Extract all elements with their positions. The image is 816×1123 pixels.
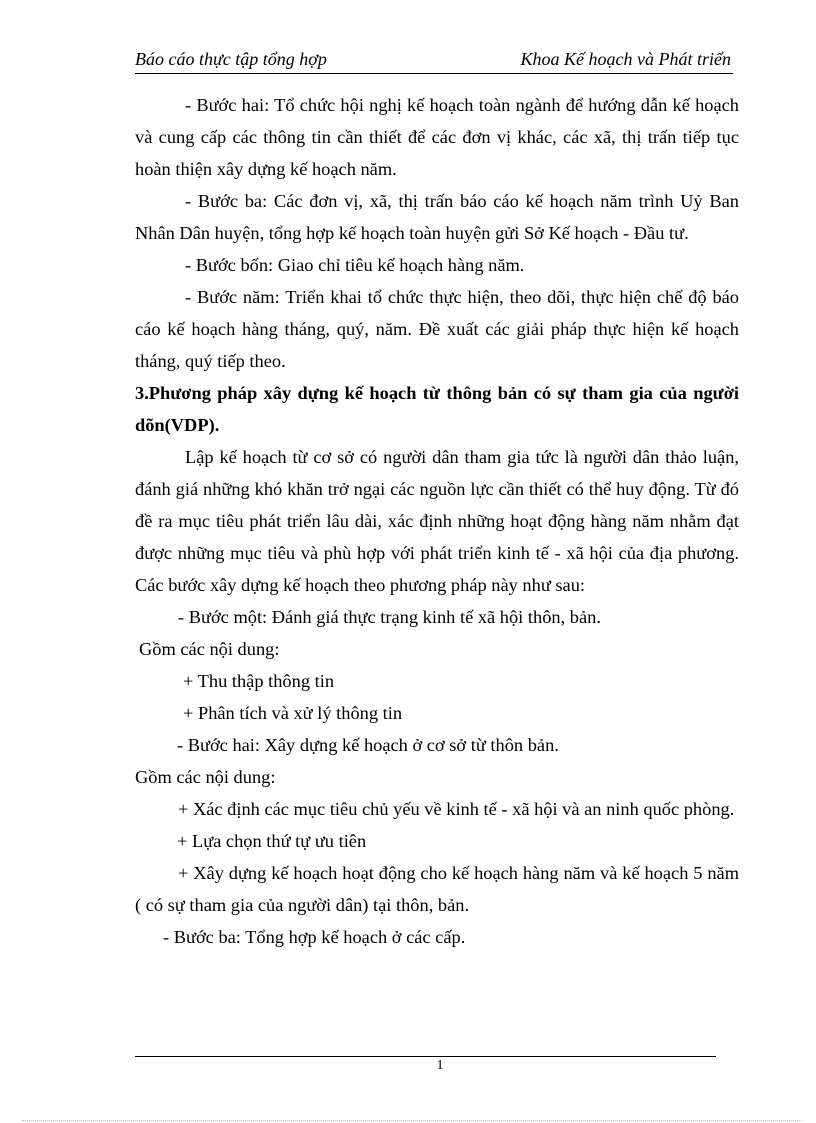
section-heading: 3.Phương pháp xây dựng kế hoạch từ thông bản có sự tham gia của người dõn(VDP).	[135, 383, 739, 435]
header-report-title: Báo cáo thực tập tổng hợp	[135, 49, 327, 69]
list-item-analyze: + Phân tích và xử lý thông tin	[183, 703, 403, 723]
page-bottom-border	[22, 1120, 802, 1121]
list-item-collect: + Thu thập thông tin	[183, 671, 335, 691]
paragraph-step-three: - Bước ba: Các đơn vị, xã, thị trấn báo cáo kế hoạch năm trình Uỷ Ban Nhân Dân huyện, tổng hợp kế hoạch toàn huyện gửi Sở Kế hoạch - Đầu tư.	[135, 191, 739, 243]
list-step-two: - Bước hai: Xây dựng kế hoạch ở cơ sở từ thôn bản.	[177, 735, 559, 755]
page-header	[135, 47, 733, 74]
header-faculty: Khoa Kế hoạch và Phát triển	[520, 49, 731, 69]
contents-label-two: Gồm các nội dung:	[135, 767, 276, 787]
list-step-three: - Bước ba: Tổng hợp kế hoạch ở các cấp.	[163, 927, 466, 947]
list-item-activity-plan: + Xây dựng kế hoạch hoạt động cho kế hoạch hàng năm và kế hoạch 5 năm ( có sự tham gia của người dân) tại thôn, bản.	[135, 863, 739, 915]
paragraph-step-five: - Bước năm: Triển khai tổ chức thực hiện, theo dõi, thực hiện chế độ báo cáo kế hoạch hàng tháng, quý, năm. Đề xuất các giải pháp thực hiện kế hoạch tháng, quý tiếp theo.	[135, 287, 739, 371]
document-body	[135, 89, 739, 953]
paragraph-step-two: - Bước hai: Tổ chức hội nghị kế hoạch toàn ngành để hướng dẫn kế hoạch và cung cấp các thông tin cần thiết để các đơn vị khác, các xã, thị trấn tiếp tục hoàn thiện xây dựng kế hoạch năm.	[135, 95, 739, 179]
paragraph-step-four: - Bước bốn: Giao chỉ tiêu kế hoạch hàng năm.	[185, 255, 525, 275]
page-number: 1	[436, 1058, 444, 1073]
list-step-one: - Bước một: Đánh giá thực trạng kinh tế xã hội thôn, bản.	[178, 607, 601, 627]
paragraph-intro: Lập kế hoạch từ cơ sở có người dân tham gia tức là người dân thảo luận, đánh giá những khó khăn trở ngại các nguồn lực cần thiết có thể huy động. Từ đó đề ra mục tiêu phát triển lâu dài, xác định những hoạt động hàng năm nhằm đạt được những mục tiêu và phù hợp với phát triển kinh tế - xã hội của địa phương. Các bước xây dựng kế hoạch theo phương pháp này như sau:	[135, 447, 739, 595]
list-item-objectives: + Xác định các mục tiêu chủ yếu về kinh tế - xã hội và an ninh quốc phòng.	[178, 799, 735, 819]
footer-divider	[135, 1056, 716, 1057]
list-item-priorities: + Lựa chọn thứ tự ưu tiên	[177, 831, 367, 851]
contents-label-one: Gồm các nội dung:	[139, 639, 280, 659]
